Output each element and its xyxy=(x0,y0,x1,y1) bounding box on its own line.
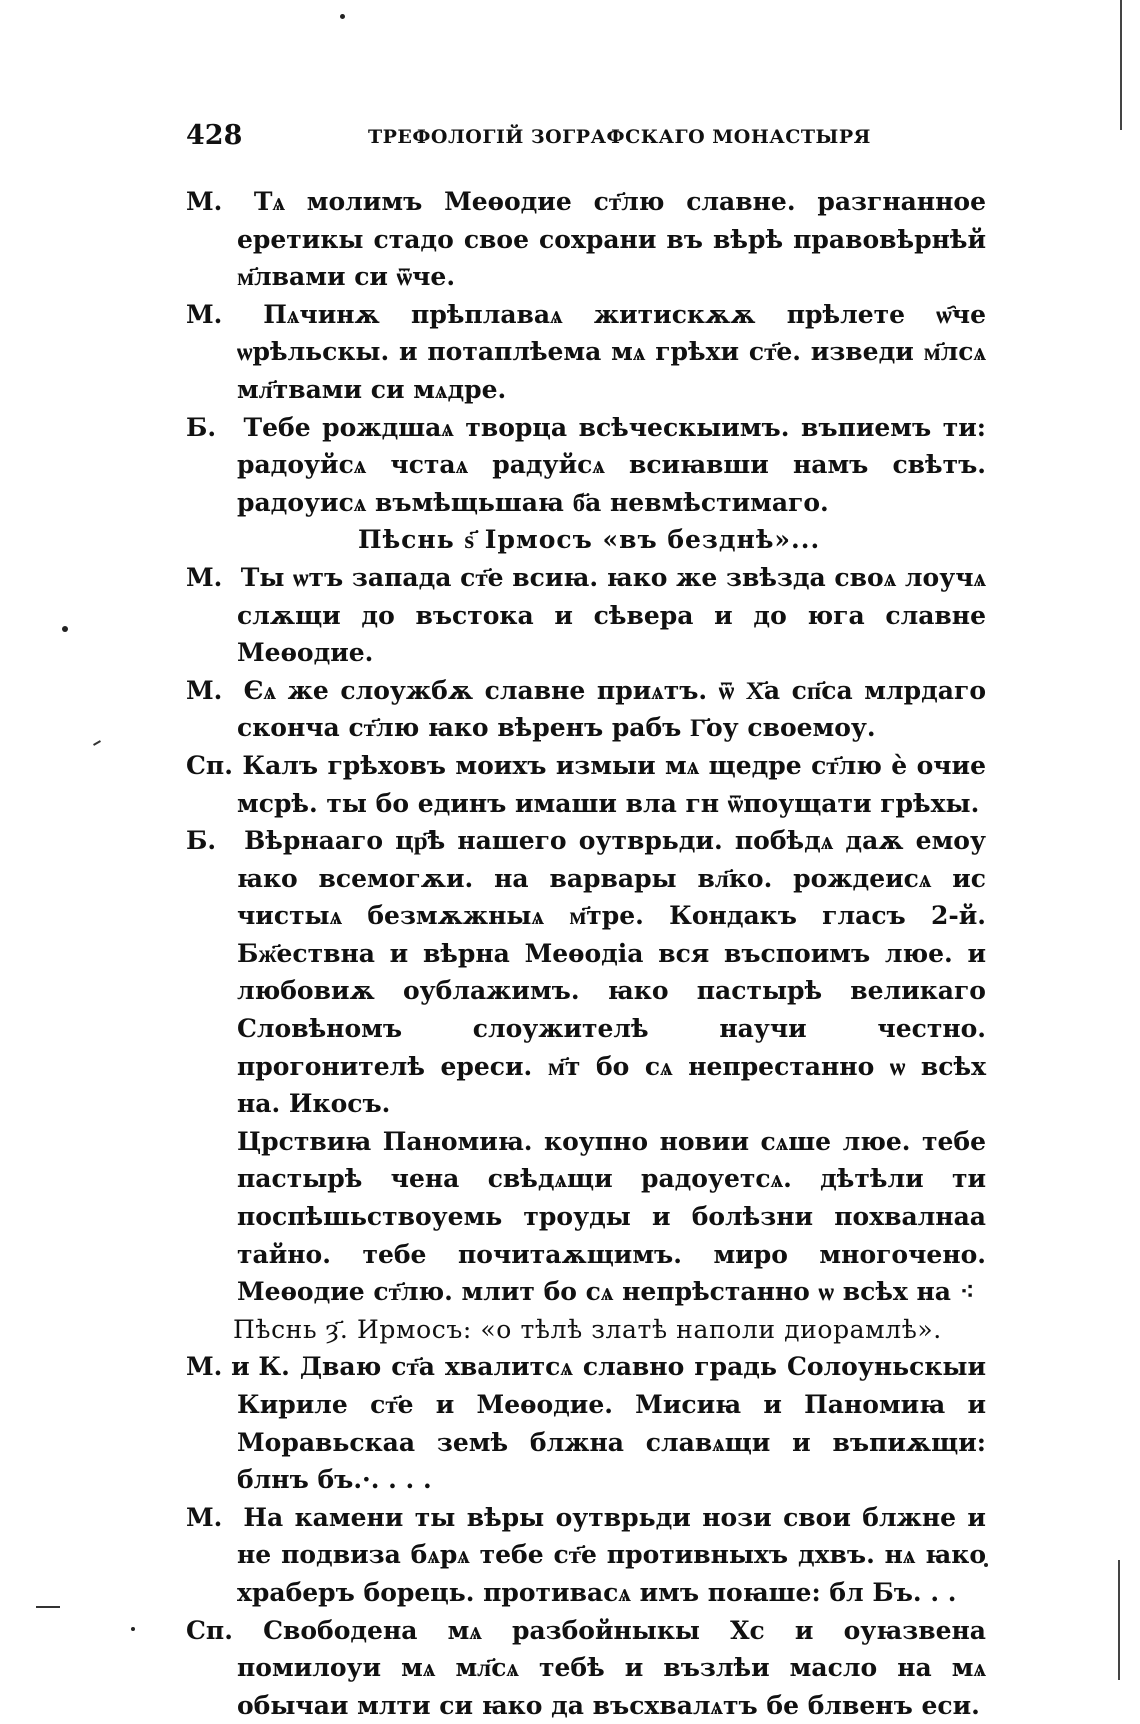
verse-text: Вѣрнааго цр҃ѣ нашего оутврьди. побѣдѧ даѫ емоу ꙗко всемогѫи. на варвары вл҃ко. рождеисѧ ис чистыѧ безмѫжныѧ м҃тре. Кондакъ гласъ 2-й. Бж҃ествна и вѣрна Меѳодіа вся въспоимъ люе. и любовиѫ оублажимъ. ꙗко пастырѣ великаго Словѣномъ слоужителѣ научи честно. прогонителѣ ереси. м҃т бо сѧ непрестанно ѡ всѣх на. Икосъ. xyxy=(237,826,986,1119)
speaker-label: Б. xyxy=(186,412,217,442)
verse-text: Тебе рождшаѧ творца всѣческыимъ. въпиемъ ти: радоуйсѧ чстаѧ радуйсѧ всиꙗвши намъ свѣтъ. радоуисѧ въмѣщьшаꙗ б҃а невмѣстимаго. xyxy=(237,412,986,517)
scan-speck xyxy=(62,626,68,632)
verse-entry xyxy=(186,1499,986,1612)
verse-entry xyxy=(186,747,986,822)
scan-speck xyxy=(131,1627,135,1631)
page-edge-line xyxy=(1118,1560,1120,1680)
verse-text: Єѧ же слоужбѫ славне приѧтъ. ѿ Х҃а сп҃са млрдаго скончa ст҃лю ꙗко вѣренъ рабъ Г҃оу своемоу. xyxy=(237,675,986,743)
speaker-label: М. xyxy=(186,562,223,592)
verse-entry xyxy=(186,822,986,1123)
verse-text: Пѧчинѫ прѣплаваѧ житискѫѫ прѣлете ѡ҄че ѡрѣльскы. и потаплѣема мѧ грѣхи ст҃е. изведи м҃лсѧ мл҃твами си мѧдре. xyxy=(237,299,986,404)
verse-text: Двaю ст҃а хвалитсѧ славно градь Солоуньскыи Кириле ст҃е и Меѳодие. Мисиꙗ и Паномиꙗ и Моравьскаа земѣ блжна славѧщи и въпиѫщи: блнъ бъ.·. . . . xyxy=(237,1352,986,1495)
verse-text: Калъ грѣховъ моихъ измыи мѧ щедре ст҃лю ѐ очие мсрѣ. ты бо единъ имаши вла гн ѿпоущати грѣхы. xyxy=(237,750,986,818)
scan-speck xyxy=(340,14,345,19)
verse-entry xyxy=(186,1612,986,1724)
speaker-label: М. и К. xyxy=(186,1352,290,1382)
speaker-label: М. xyxy=(186,299,223,329)
speaker-label: Б. xyxy=(186,826,217,856)
main-text xyxy=(186,183,986,1724)
scan-mark xyxy=(36,1606,60,1608)
speaker-label: М. xyxy=(186,1502,223,1532)
verse-text: На камени ты вѣры оутврьди нози свои блжне и не подвиза бѧрѧ тебе ст҃е противныхъ дхвъ. нѧ ꙗко храберъ борець. противасѧ имъ поꙗше: бл Бъ. . . xyxy=(237,1502,986,1607)
verse-text: Ты ѡтъ запада ст҃е всиꙗ. ꙗко же звѣзда своѧ лоучѧ слѫщи до въстока и сѣвера и до юга славне Меѳодие. xyxy=(237,562,987,668)
verse-entry xyxy=(186,559,986,672)
ikos-paragraph: Црствиꙗ Паномиꙗ. коупно новии сѧше люе. тебе пастырѣ чена свѣдѧщи радоуетсѧ. дѣтѣли ти поспѣшьствоуемь троуды и болѣзни похвалнаа тайно. тебе почитаѫщимъ. миро многочено. Меѳодие ст҃лю. млит бо сѧ непрѣстанно ѡ всѣх на ⁖ xyxy=(237,1126,986,1307)
page-header xyxy=(186,120,1016,160)
page-number: 428 xyxy=(186,120,243,151)
scan-mark xyxy=(93,740,101,746)
speaker-label: М. xyxy=(186,675,223,705)
speaker-label: М. xyxy=(186,187,223,216)
page-edge-line xyxy=(1120,0,1122,130)
verse-entry xyxy=(186,409,986,522)
speaker-label: Сп. xyxy=(186,1615,233,1645)
verse-entry xyxy=(186,296,986,409)
section-heading: Пѣснь ȝ҃. Ирмосъ: «о тѣлѣ златѣ наполи диорамлѣ». xyxy=(233,1314,942,1344)
section-heading: Пѣснь ѕ҃ Ірмосъ «въ безднѣ»... xyxy=(358,525,821,555)
verse-entry xyxy=(186,1348,986,1498)
verse-text: Свободена мѧ разбойныкы Хс и оуꙗзвена помилоуи мѧ мл҃сѧ тебѣ и възлѣи масло на мѧ обычаи млти си ꙗко да въсхвалѧтъ бе блвенъ еси. xyxy=(237,1615,986,1720)
speaker-label: Сп. xyxy=(186,750,233,780)
verse-entry xyxy=(186,672,986,747)
verse-text: Тѧ молимъ Меѳодие ст҃лю славне. разгнанное еретикы стадо свое сохрани въ вѣрѣ правовѣрнѣй м҃лвами си ѿче. xyxy=(237,187,986,292)
verse-entry xyxy=(186,183,986,296)
running-title: ТРЕФОЛОГІЙ ЗОГРАФСКАГО МОНАСТЫРЯ xyxy=(368,126,871,148)
